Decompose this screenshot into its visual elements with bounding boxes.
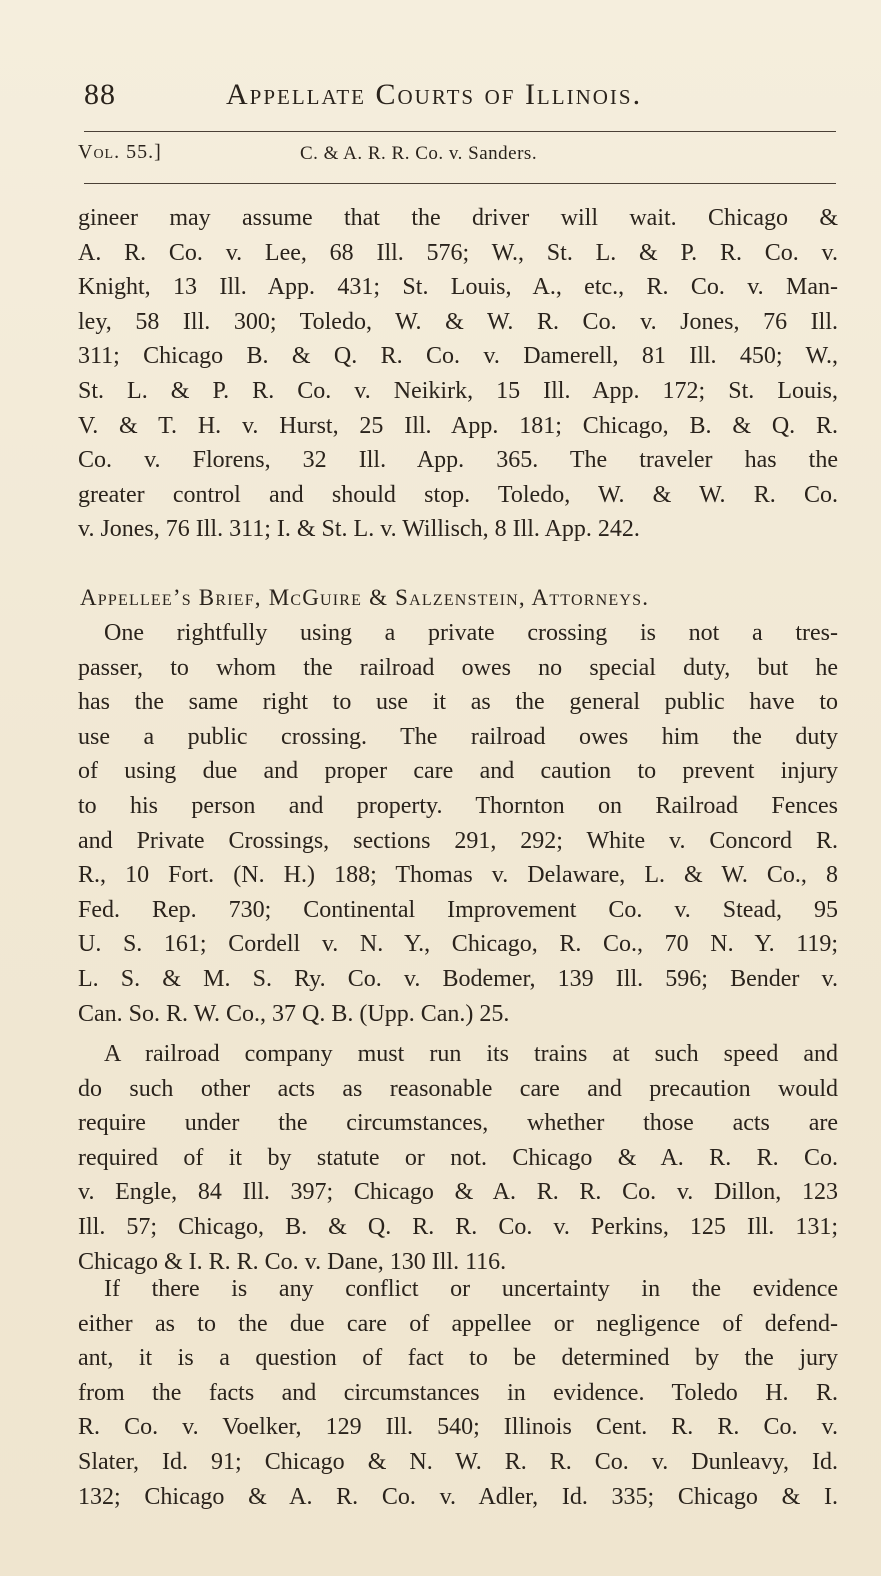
header-rule-bottom <box>84 183 836 184</box>
text-line: One rightfully using a private crossing is not a tres- <box>104 620 838 646</box>
text-line: R., 10 Fort. (N. H.) 188; Thomas v. Delaware, L. & W. Co., 8 <box>78 862 838 889</box>
text-line: St. L. & P. R. Co. v. Neikirk, 15 Ill. App. 172; St. Louis, <box>78 377 838 404</box>
header-title: Appellate Courts of Illinois. <box>226 78 643 111</box>
text-line: greater control and should stop. Toledo, W. & W. R. Co. <box>78 481 838 508</box>
text-line: U. S. 161; Cordell v. N. Y., Chicago, R. Co., 70 N. Y. 119; <box>78 931 838 958</box>
text-line: A railroad company must run its trains at such speed and <box>104 1041 838 1067</box>
text-line: of using due and proper care and caution to prevent injury <box>78 758 838 785</box>
text-line: If there is any conflict or uncertainty in the evidence <box>104 1276 838 1302</box>
volume-line <box>78 141 838 171</box>
text-line: do such other acts as reasonable care and precaution would <box>78 1075 838 1102</box>
paragraph-continued-citations <box>78 201 838 547</box>
text-line: Ill. 57; Chicago, B. & Q. R. R. Co. v. Perkins, 125 Ill. 131; <box>78 1213 838 1240</box>
text-line: L. S. & M. S. Ry. Co. v. Bodemer, 139 Ill. 596; Bender v. <box>78 965 838 992</box>
text-line: to his person and property. Thornton on Railroad Fences <box>78 792 838 819</box>
text-line: Fed. Rep. 730; Continental Improvement Co. v. Stead, 95 <box>78 896 838 923</box>
text-line: ley, 58 Ill. 300; Toledo, W. & W. R. Co. v. Jones, 76 Ill. <box>78 308 838 335</box>
running-header <box>84 78 844 118</box>
paragraph-conflict-evidence <box>78 1272 838 1514</box>
text-line: ant, it is a question of fact to be determined by the jury <box>78 1345 838 1372</box>
text-line: 132; Chicago & A. R. Co. v. Adler, Id. 335; Chicago & I. <box>78 1483 838 1510</box>
text-line: require under the circumstances, whether those acts are <box>78 1110 838 1137</box>
text-line: has the same right to use it as the general public have to <box>78 689 838 716</box>
brief-heading: Appellee’s Brief, McGuire & Salzenstein, Attorneys. <box>80 585 650 610</box>
header-rule-top <box>84 131 836 132</box>
text-line: passer, to whom the railroad owes no special duty, but he <box>78 654 838 681</box>
text-line: v. Engle, 84 Ill. 397; Chicago & A. R. R. Co. v. Dillon, 123 <box>78 1179 838 1206</box>
text-line: and Private Crossings, sections 291, 292; White v. Concord R. <box>78 827 838 854</box>
text-line: R. Co. v. Voelker, 129 Ill. 540; Illinois Cent. R. R. Co. v. <box>78 1414 838 1441</box>
page-number: 88 <box>84 78 116 111</box>
text-line: v. Jones, 76 Ill. 311; I. & St. L. v. Willisch, 8 Ill. App. 242. <box>78 516 640 543</box>
text-line: Knight, 13 Ill. App. 431; St. Louis, A., etc., R. Co. v. Man- <box>78 274 838 301</box>
text-line: Co. v. Florens, 32 Ill. App. 365. The traveler has the <box>78 447 838 474</box>
text-line: 311; Chicago B. & Q. R. Co. v. Damerell, 81 Ill. 450; W., <box>78 343 838 370</box>
text-line: Slater, Id. 91; Chicago & N. W. R. R. Co. v. Dunleavy, Id. <box>78 1448 838 1475</box>
text-line: A. R. Co. v. Lee, 68 Ill. 576; W., St. L. & P. R. Co. v. <box>78 239 838 266</box>
volume-label: Vol. 55.] <box>78 141 162 163</box>
text-line: use a public crossing. The railroad owes him the duty <box>78 723 838 750</box>
paragraph-private-crossing <box>78 616 838 1031</box>
paragraph-train-speed <box>78 1037 838 1279</box>
text-line: either as to the due care of appellee or negligence of defend- <box>78 1310 838 1337</box>
text-line: V. & T. H. v. Hurst, 25 Ill. App. 181; Chicago, B. & Q. R. <box>78 412 838 439</box>
text-line: Can. So. R. W. Co., 37 Q. B. (Upp. Can.) 25. <box>78 1000 510 1027</box>
text-line: gineer may assume that the driver will wait. Chicago & <box>78 205 838 231</box>
text-line: from the facts and circumstances in evidence. Toledo H. R. <box>78 1379 838 1406</box>
text-line: Chicago & I. R. R. Co. v. Dane, 130 Ill. 116. <box>78 1248 507 1275</box>
text-line: required of it by statute or not. Chicago & A. R. R. Co. <box>78 1144 838 1171</box>
case-title: C. & A. R. R. Co. v. Sanders. <box>300 143 538 164</box>
